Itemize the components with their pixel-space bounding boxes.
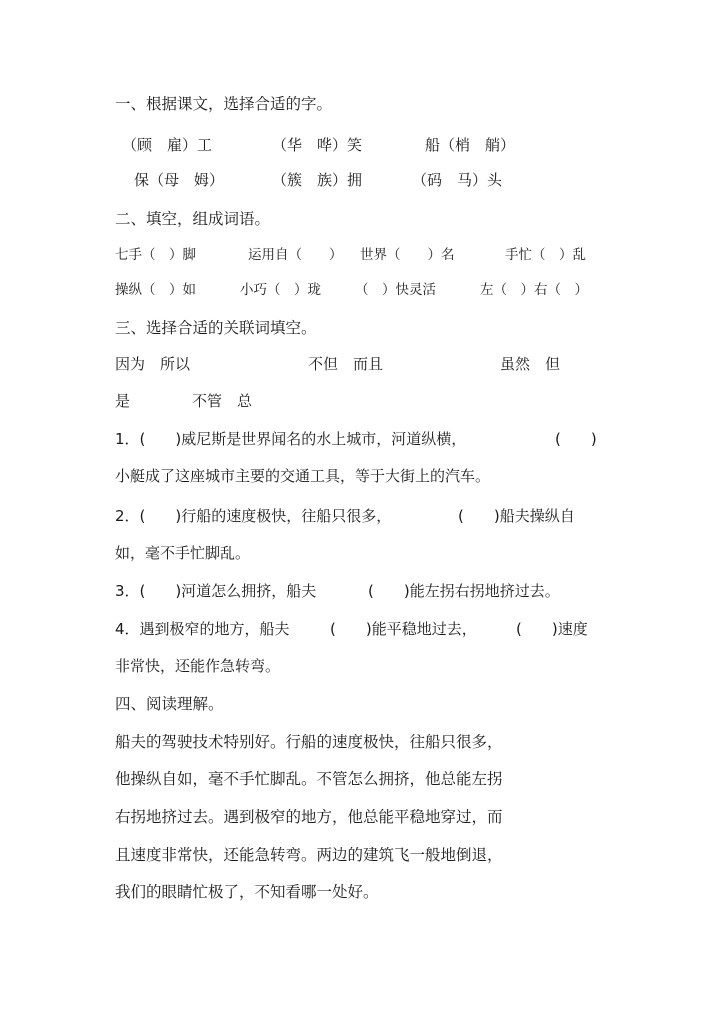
s3-option-4: 是 <box>115 392 131 410</box>
s1-item-3: 船（梢 艄） <box>425 136 516 154</box>
s3-q2-part-b: ( )船夫操纵自 <box>458 507 575 525</box>
s4-passage-line: 他操纵自如，毫不手忙脚乱。不管怎么拥挤，他总能左拐 <box>115 770 503 788</box>
s4-passage-line: 且速度非常快，还能急转弯。两边的建筑飞一般地倒退， <box>115 846 503 864</box>
s2-item-3: 世界（ ）名 <box>360 247 455 263</box>
s3-q1-part-a: 1．( )威尼斯是世界闻名的水上城市，河道纵横， <box>115 430 467 448</box>
s3-q1-part-c: 小艇成了这座城市主要的交通工具，等于大街上的汽车。 <box>115 467 491 485</box>
s2-item-6: 小巧（ ）珑 <box>240 282 321 298</box>
s2-item-5: 操纵（ ）如 <box>115 282 196 298</box>
s4-passage-line: 我们的眼睛忙极了，不知看哪一处好。 <box>115 883 379 901</box>
s3-q4-part-c: ( )速度 <box>516 620 588 638</box>
s2-item-1: 七手（ ）脚 <box>115 247 196 263</box>
s2-item-7: （ ）快灵活 <box>355 282 436 298</box>
s2-item-4: 手忙（ ）乱 <box>505 247 586 263</box>
section-4-heading: 四、阅读理解。 <box>115 695 224 713</box>
s3-q2-part-c: 如，毫不手忙脚乱。 <box>115 544 251 562</box>
s3-q4-part-a: 4．遇到极窄的地方，船夫 <box>115 620 290 638</box>
s2-item-2: 运用自（ ） <box>248 247 343 263</box>
section-3-heading: 三、选择合适的关联词填空。 <box>115 319 317 337</box>
s4-passage-line: 右拐地挤过去。遇到极窄的地方，他总能平稳地穿过，而 <box>115 808 503 826</box>
s3-q3-part-a: 3．( )河道怎么拥挤，船夫 <box>115 582 317 600</box>
s2-item-8: 左（ ）右（ ） <box>480 282 588 298</box>
s4-passage-line: 船夫的驾驶技术特别好。行船的速度极快，往船只很多， <box>115 733 503 751</box>
s1-item-2: （华 哗）笑 <box>272 136 363 154</box>
section-2-heading: 二、填空，组成词语。 <box>115 210 271 228</box>
s3-q4-part-b: ( )能平稳地过去， <box>330 620 477 638</box>
s3-q1-part-b: ( ) <box>555 430 597 448</box>
s3-option-1: 因为 所以 <box>115 355 191 373</box>
s3-q2-part-a: 2．( )行船的速度极快，往船只很多， <box>115 507 392 525</box>
s3-q4-part-d: 非常快，还能作急转弯。 <box>115 657 281 675</box>
s1-item-6: （码 马）头 <box>412 171 503 189</box>
s3-option-2: 不但 而且 <box>308 355 384 373</box>
section-1-heading: 一、根据课文，选择合适的字。 <box>115 95 333 113</box>
s1-item-1: （顾 雇）工 <box>122 136 213 154</box>
s3-q3-part-b: ( )能左拐右拐地挤过去。 <box>368 582 560 600</box>
s3-option-5: 不管 总 <box>192 392 253 410</box>
s1-item-4: 保（母 姆） <box>134 171 225 189</box>
s1-item-5: （簇 族）拥 <box>272 171 363 189</box>
s3-option-3: 虽然 但 <box>500 355 561 373</box>
